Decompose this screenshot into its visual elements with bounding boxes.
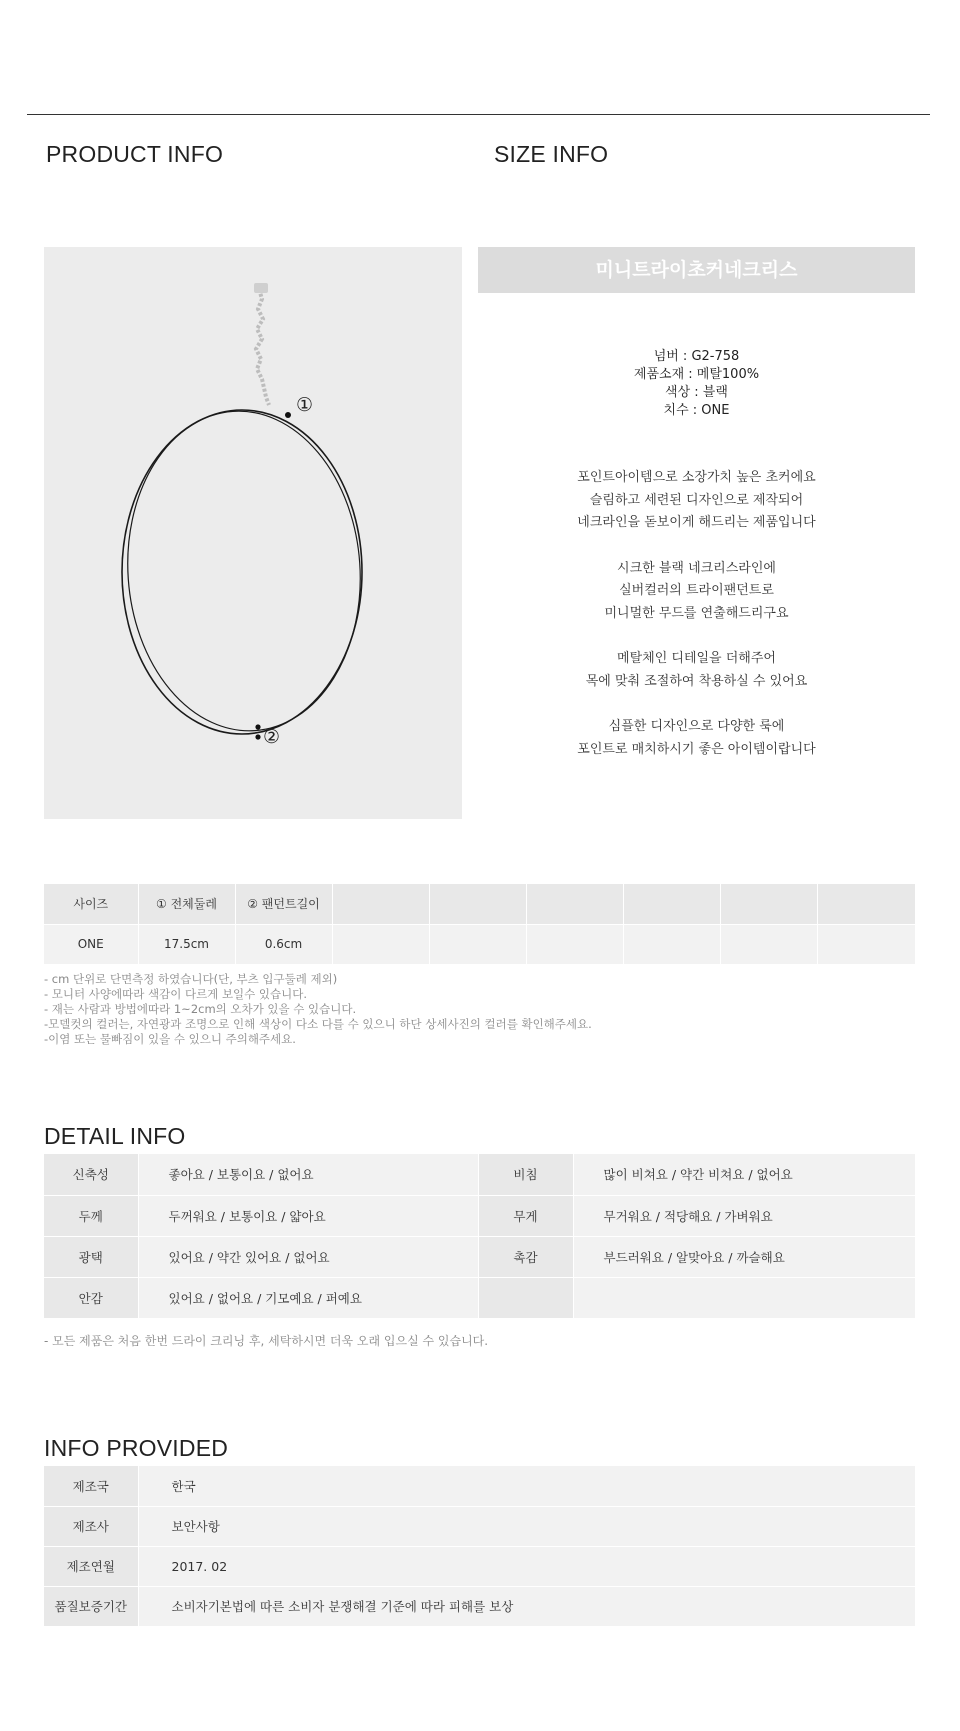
spec-color: 색상 : 블랙 xyxy=(665,385,728,400)
size-cell: 0.6cm xyxy=(235,924,332,964)
size-header-cell xyxy=(623,884,720,924)
desc-line: 포인트로 매치하시기 좋은 아이템이랍니다 xyxy=(577,741,816,757)
size-note: -이염 또는 물빠짐이 있을 수 있으니 주의해주세요. xyxy=(44,1032,296,1046)
info-value: 소비자기본법에 따른 소비자 분쟁해결 기준에 따라 피해를 보상 xyxy=(138,1586,915,1626)
desc-line: 슬림하고 세련된 디자인으로 제작되어 xyxy=(589,492,804,508)
info-row xyxy=(44,1506,915,1546)
desc-line: 네크라인을 돋보이게 해드리는 제품입니다 xyxy=(577,515,816,530)
size-header-cell xyxy=(332,884,429,924)
desc-line: 미니멀한 무드를 연출해드리구요 xyxy=(604,605,789,621)
detail-value: 부드러워요 / 알맞아요 / 까슬해요 xyxy=(573,1236,915,1277)
size-header-cell: ① 전체둘레 xyxy=(138,884,235,924)
spec-list xyxy=(478,348,915,420)
size-table xyxy=(44,884,916,964)
product-photo xyxy=(44,247,462,819)
detail-value: 무거워요 / 적당해요 / 가벼워요 xyxy=(573,1195,915,1236)
desc-line: 목에 맞춰 조절하여 착용하실 수 있어요 xyxy=(585,673,808,689)
size-note: - 재는 사람과 방법에따라 1~2cm의 오차가 있을 수 있습니다. xyxy=(44,1002,357,1016)
wire-inner xyxy=(117,403,371,738)
detail-label: 촉감 xyxy=(478,1236,573,1277)
size-cell xyxy=(817,924,915,964)
size-table-header xyxy=(44,884,915,924)
size-cell xyxy=(623,924,720,964)
size-cell xyxy=(429,924,526,964)
info-value: 2017. 02 xyxy=(138,1546,915,1586)
detail-value xyxy=(573,1277,915,1318)
desc-line: 심플한 디자인으로 다양한 룩에 xyxy=(608,719,785,734)
detail-label xyxy=(478,1277,573,1318)
desc-line: 포인트아이템으로 소장가치 높은 초커에요 xyxy=(577,470,816,485)
size-header-cell xyxy=(720,884,817,924)
detail-value: 좋아요 / 보통이요 / 없어요 xyxy=(138,1154,478,1195)
desc-paragraph xyxy=(478,648,915,693)
size-info-title: SIZE INFO xyxy=(494,141,609,167)
pendant-bottom-1 xyxy=(255,724,260,729)
desc-paragraph xyxy=(478,558,915,626)
size-notes xyxy=(44,972,592,1047)
detail-label: 광택 xyxy=(44,1236,138,1277)
info-label: 제조연월 xyxy=(44,1546,138,1586)
size-header-cell xyxy=(526,884,623,924)
size-header-cell: ② 팬던트길이 xyxy=(235,884,332,924)
size-cell: ONE xyxy=(44,924,138,964)
info-label: 품질보증기간 xyxy=(44,1586,138,1626)
detail-row xyxy=(44,1277,915,1318)
spec-material: 제품소재 : 메탈100% xyxy=(633,367,760,382)
detail-note: - 모든 제품은 처음 한번 드라이 크리닝 후, 세탁하시면 더욱 오래 입으실 수 있습니다. xyxy=(44,1334,489,1348)
size-cell xyxy=(526,924,623,964)
info-row xyxy=(44,1546,915,1586)
desc-line: 시크한 블랙 네크리스라인에 xyxy=(617,560,776,576)
detail-label: 안감 xyxy=(44,1277,138,1318)
spec-size: 치수 : ONE xyxy=(663,403,730,418)
detail-row xyxy=(44,1154,915,1195)
product-description xyxy=(478,467,915,784)
detail-value: 있어요 / 없어요 / 기모예요 / 퍼예요 xyxy=(138,1277,478,1318)
info-label: 제조사 xyxy=(44,1506,138,1546)
detail-label: 무게 xyxy=(478,1195,573,1236)
info-value: 한국 xyxy=(138,1466,915,1506)
chain-extender xyxy=(256,289,269,405)
pendant-bottom-2 xyxy=(255,734,260,739)
size-cell xyxy=(332,924,429,964)
desc-line: 실버컬러의 트라이팬던트로 xyxy=(619,583,774,598)
spec-number: 넘버 : G2-758 xyxy=(653,349,740,364)
info-label: 제조국 xyxy=(44,1466,138,1506)
detail-row xyxy=(44,1236,915,1277)
info-table xyxy=(44,1466,915,1627)
detail-value: 많이 비쳐요 / 약간 비쳐요 / 없어요 xyxy=(573,1154,915,1195)
detail-value: 두꺼워요 / 보통이요 / 얇아요 xyxy=(138,1195,478,1236)
size-table-row xyxy=(44,924,915,964)
info-row xyxy=(44,1586,915,1626)
size-header-cell xyxy=(429,884,526,924)
detail-label: 비침 xyxy=(478,1154,573,1195)
detail-label: 두께 xyxy=(44,1195,138,1236)
detail-label: 신축성 xyxy=(44,1154,138,1195)
size-note: - cm 단위로 단면측정 하였습니다(단, 부츠 입구둘레 제외) xyxy=(44,972,338,986)
marker-2: ② xyxy=(263,726,281,748)
size-note: - 모니터 사양에따라 색감이 다르게 보일수 있습니다. xyxy=(44,987,308,1001)
info-value: 보안사항 xyxy=(138,1506,915,1546)
desc-line: 메탈체인 디테일을 더해주어 xyxy=(617,651,776,666)
size-cell: 17.5cm xyxy=(138,924,235,964)
product-info-title: PRODUCT INFO xyxy=(46,141,224,167)
detail-value: 있어요 / 약간 있어요 / 없어요 xyxy=(138,1236,478,1277)
size-cell xyxy=(720,924,817,964)
detail-row xyxy=(44,1195,915,1236)
pendant-top xyxy=(285,412,291,418)
product-name-bar: 미니트라이초커네크리스 xyxy=(478,247,915,293)
desc-paragraph xyxy=(478,467,915,535)
top-divider xyxy=(27,114,930,115)
marker-1: ① xyxy=(296,394,314,416)
size-header-cell xyxy=(817,884,915,924)
size-header-cell: 사이즈 xyxy=(44,884,138,924)
necklace-illustration xyxy=(44,247,462,819)
info-row xyxy=(44,1466,915,1506)
clasp xyxy=(254,283,268,293)
info-provided-title: INFO PROVIDED xyxy=(44,1435,229,1461)
size-note: -모델컷의 컬러는, 자연광과 조명으로 인해 색상이 다소 다를 수 있으니 하단 상세사진의 컬러를 확인해주세요. xyxy=(44,1017,592,1031)
detail-table xyxy=(44,1154,916,1319)
detail-info-title: DETAIL INFO xyxy=(44,1123,186,1149)
desc-paragraph xyxy=(478,716,915,761)
